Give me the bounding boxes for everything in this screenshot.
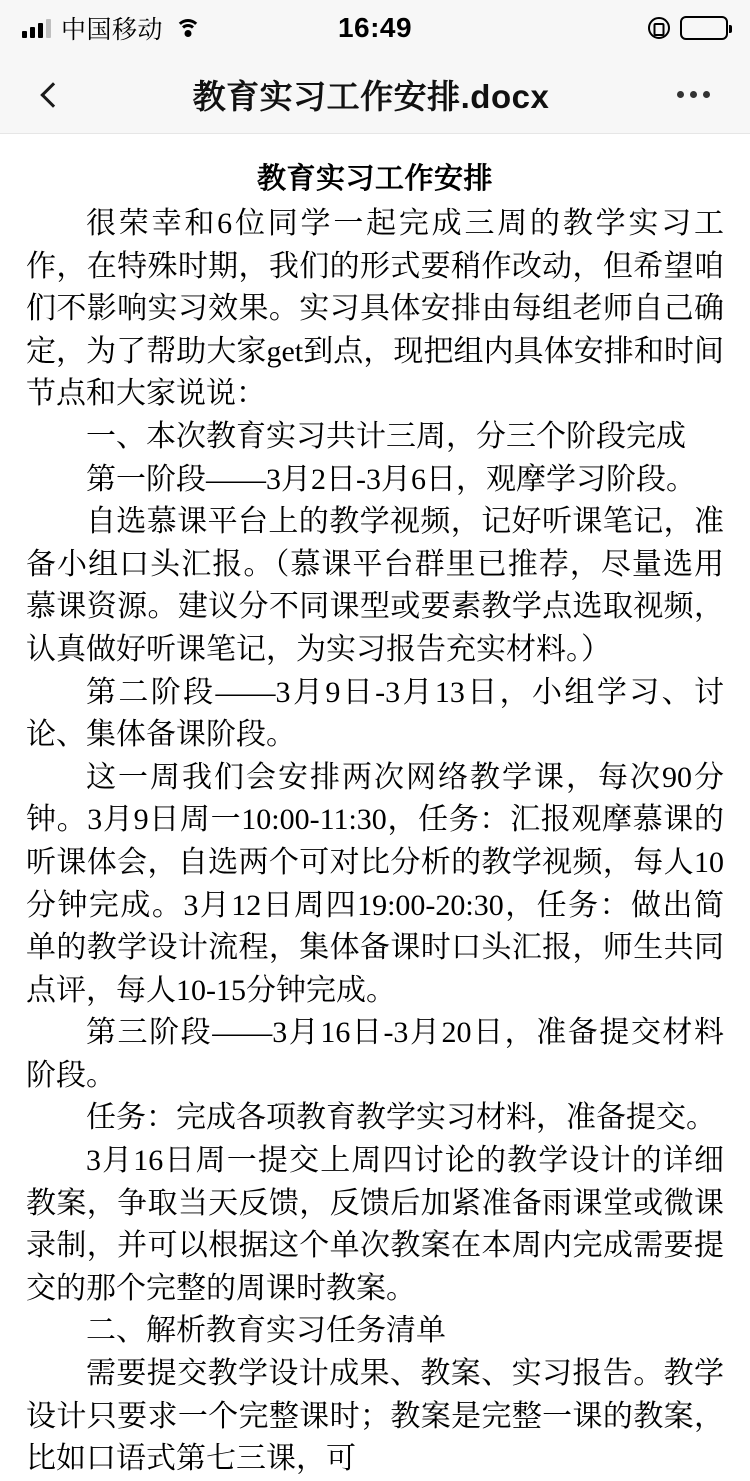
page-title: 教育实习工作安排.docx <box>192 78 550 115</box>
status-bar <box>0 0 750 56</box>
carrier-label: 中国移动 <box>61 16 164 44</box>
document-paragraph: 3月16日周一提交上周四讨论的教学设计的详细教案，争取当天反馈，反馈后加紧准备雨课堂或微课录制，并可以根据这个单次教案在本周内完成需要提交的那个完整的周课时教案。 <box>26 1144 724 1305</box>
back-chevron-icon[interactable] <box>30 72 76 118</box>
document-body[interactable] <box>0 134 750 1481</box>
document-paragraph: 自选慕课平台上的教学视频，记好听课笔记，准备小组口头汇报。（慕课平台群里已推荐，尽量选用慕课资源。建议分不同课型或要素教学点选取视频，认真做好听课笔记，为实习报告充实材料。） <box>26 505 724 666</box>
document-paragraph: 第三阶段——3月16日-3月20日，准备提交材料阶段。 <box>26 1016 724 1092</box>
document-paragraph: 一、本次教育实习共计三周，分三个阶段完成 <box>86 419 686 453</box>
document-paragraph: 很荣幸和6位同学一起完成三周的教学实习工作，在特殊时期，我们的形式要稍作改动，但希望咱们不影响实习效果。实习具体安排由每组老师自己确定，为了帮助大家get到点，现把组内具体安排和时间节点和大家说说： <box>26 207 724 411</box>
document-paragraph: 需要提交教学设计成果、教案、实习报告。教学设计只要求一个完整课时；教案是完整一课的教案，比如口语式第七三课，可 <box>26 1357 724 1476</box>
battery-icon <box>680 16 728 40</box>
document-paragraph: 任务：完成各项教育教学实习材料，准备提交。 <box>86 1101 716 1135</box>
navigation-bar <box>0 56 750 134</box>
document-paragraph: 第一阶段——3月2日-3月6日，观摩学习阶段。 <box>86 462 696 496</box>
more-options-icon[interactable] <box>666 72 720 118</box>
document-paragraph: 这一周我们会安排两次网络教学课，每次90分钟。3月9日周一10:00-11:30，任务：汇报观摩慕课的听课体会，自选两个可对比分析的教学视频，每人10分钟完成。3月12日周四19:00-20:30，任务：做出简单的教学设计流程，集体备课时口头汇报，师生共同点评，每人10-15分钟完成。 <box>26 760 724 1007</box>
status-time: 16:49 <box>337 12 413 43</box>
document-title: 教育实习工作安排 <box>256 163 493 195</box>
status-bar-right <box>648 16 728 40</box>
document-paragraph: 第二阶段——3月9日-3月13日，小组学习、讨论、集体备课阶段。 <box>26 675 724 752</box>
document-paragraph: 二、解析教育实习任务清单 <box>86 1314 446 1348</box>
rotation-lock-icon <box>648 17 670 39</box>
